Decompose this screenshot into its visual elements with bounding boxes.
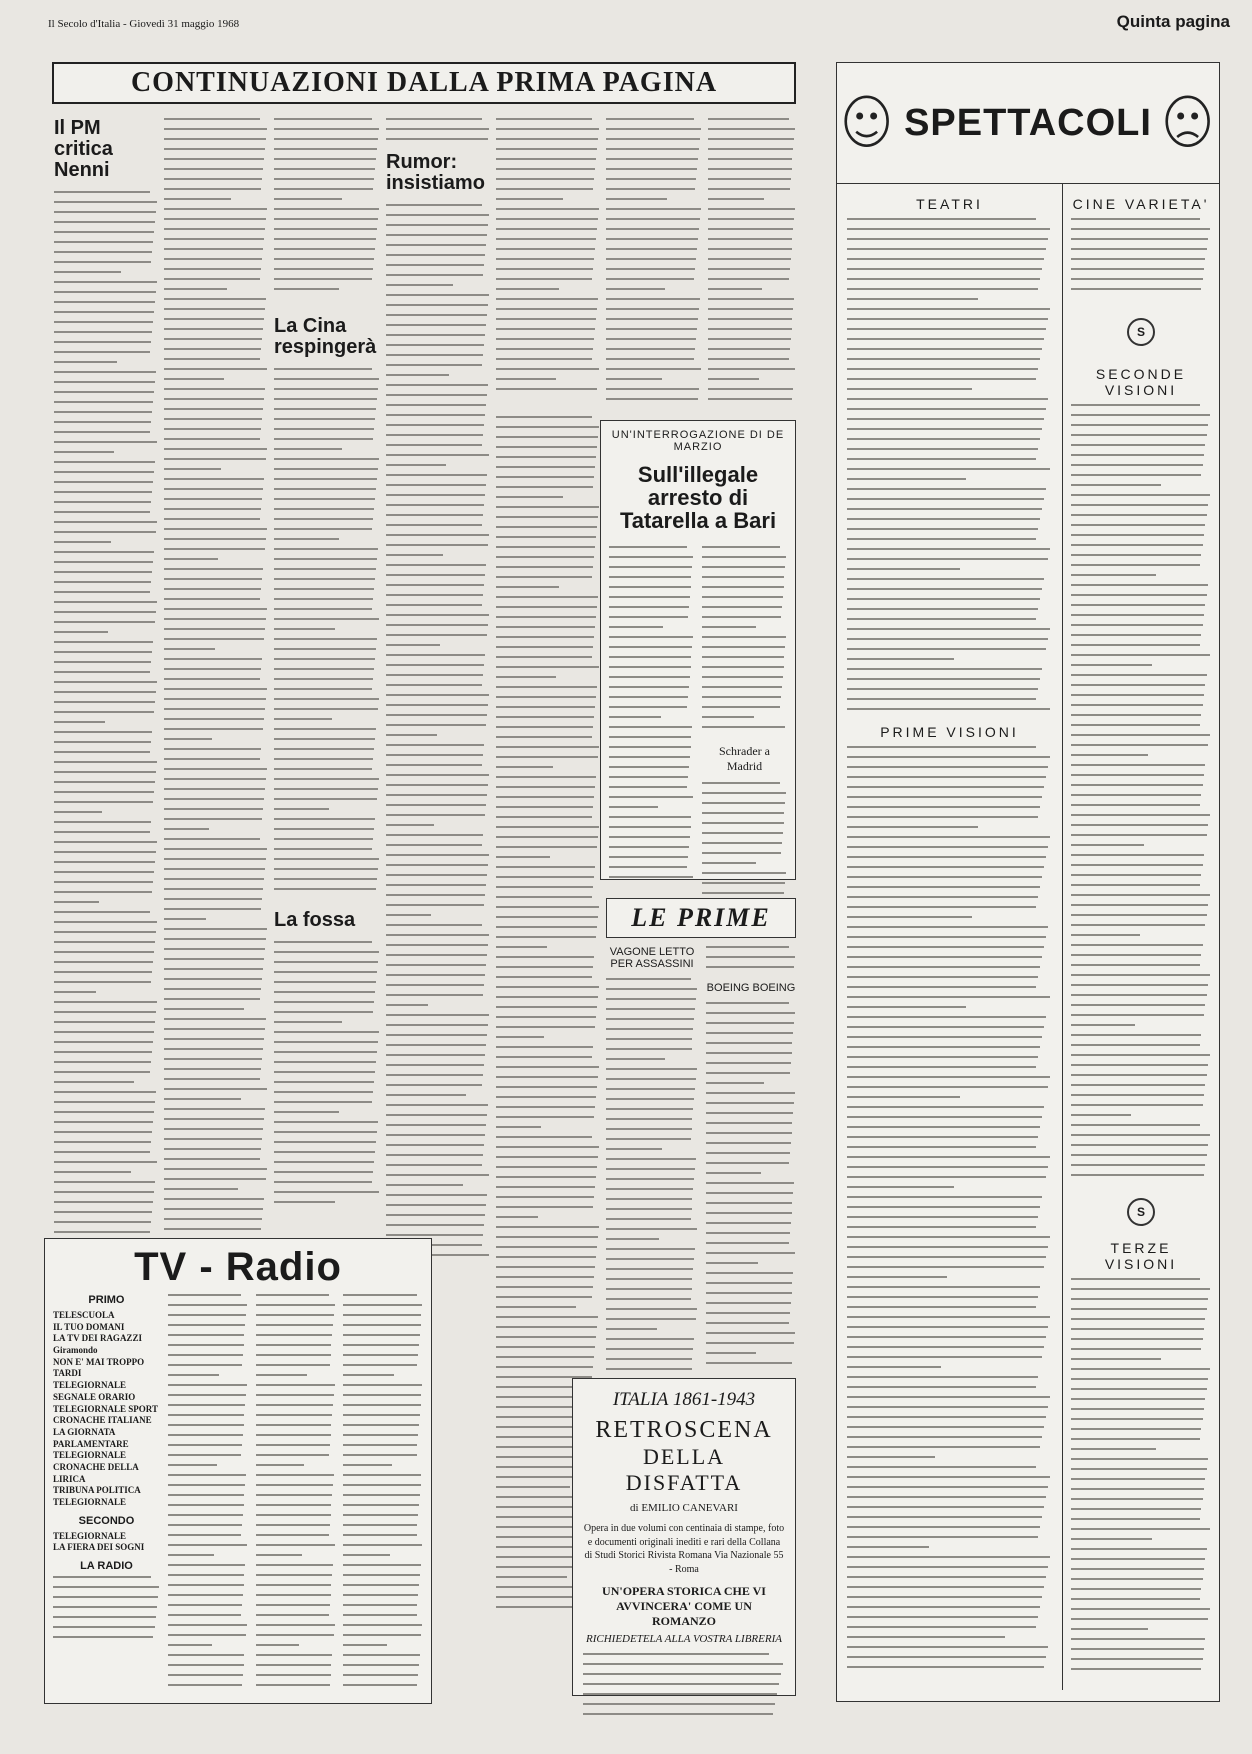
radio-body	[53, 1576, 160, 1646]
tv-program: TELEGIORNALE	[53, 1380, 127, 1391]
terze-visioni-heading: TERZE VISIONI	[1104, 1240, 1178, 1272]
spettacoli-section	[836, 62, 1220, 1702]
tv-program: NON E' MAI TROPPO TARDI	[53, 1356, 145, 1379]
channel-primo: PRIMO	[88, 1294, 125, 1306]
article-body	[274, 368, 380, 898]
tv-program: TELEGIORNALE	[53, 1530, 127, 1541]
article-body	[609, 546, 694, 886]
page-label: Quinta pagina	[1116, 12, 1230, 31]
tv-program-list	[53, 1310, 160, 1509]
ad-description: Opera in due volumi con centinaia di stampe, foto e documenti originali inediti e rari della Collana di Studi Storici Rivista Romana Via Nazionale 55 - Roma	[583, 1523, 785, 1575]
teatri-listings	[847, 218, 1052, 718]
circle-emblem-icon: S	[1127, 1198, 1155, 1226]
tv-program: SEGNALE ORARIO	[53, 1391, 136, 1402]
article-body	[702, 782, 787, 912]
tv-body	[168, 1294, 248, 1694]
tv-program: CRONACHE ITALIANE	[53, 1415, 152, 1426]
article-title-cina: La Cina respingerà	[274, 315, 377, 358]
cine-varieta-heading: CINE VARIETA'	[1072, 196, 1210, 212]
article-body	[54, 191, 158, 1261]
article-title: Il PM critica Nenni	[54, 117, 113, 181]
ad-line2: RETROSCENA	[595, 1417, 773, 1443]
article-kicker: UN'INTERROGAZIONE DI DE MARZIO	[611, 429, 785, 453]
book-advertisement	[572, 1378, 796, 1696]
article-title-fossa: La fossa	[274, 909, 356, 931]
article-body	[274, 118, 380, 304]
article-column-3	[274, 118, 380, 1211]
article-tatarella	[600, 420, 796, 880]
paper-date: Il Secolo d'Italia - Giovedì 31 maggio 1968	[48, 18, 240, 30]
article-body	[606, 118, 702, 408]
tv-program: TELESCUOLA	[53, 1310, 115, 1320]
tv-body	[256, 1294, 336, 1694]
tv-program: LA FIERA DEI SOGNI	[53, 1542, 145, 1553]
tv-program: LA TV DEI RAGAZZI	[53, 1333, 142, 1344]
ad-line1: ITALIA 1861-1943	[612, 1389, 756, 1410]
ad-cta: RICHIEDETELA ALLA VOSTRA LIBRERIA	[586, 1633, 782, 1645]
article-rumor	[386, 118, 490, 1264]
film-title: BOEING BOEING	[706, 982, 796, 994]
circle-emblem-icon: S	[1127, 318, 1155, 346]
section-banner: CONTINUAZIONI DALLA PRIMA PAGINA	[52, 62, 796, 104]
ad-line3: DELLA DISFATTA	[625, 1444, 743, 1495]
article-subtitle: Schrader a Madrid	[719, 744, 770, 774]
tv-program: TELEGIORNALE SPORT	[53, 1403, 158, 1414]
article-body	[274, 941, 380, 1211]
seconde-visioni-listings	[1071, 404, 1211, 1184]
review-body	[706, 946, 796, 976]
prime-visioni-heading: PRIME VISIONI	[880, 724, 1019, 740]
article-title: Sull'illegale arresto di Tatarella a Bari	[619, 462, 777, 534]
seconde-visioni-heading: SECONDE VISIONI	[1095, 366, 1187, 398]
tv-program: TELEGIORNALE	[53, 1450, 127, 1461]
tv-program: Giramondo	[53, 1345, 98, 1356]
tv-program: LA GIORNATA PARLAMENTARE	[53, 1426, 129, 1449]
tv-program: TRIBUNA POLITICA	[53, 1485, 141, 1496]
channel-secondo: SECONDO	[78, 1514, 135, 1527]
article-body	[164, 118, 268, 1238]
spettacoli-title: SPETTACOLI	[904, 101, 1152, 144]
article-column-6	[606, 118, 702, 408]
le-prime-section	[606, 898, 796, 1398]
film-title: VAGONE LETTO PER ASSASSINI	[609, 946, 695, 970]
ad-slogan: UN'OPERA STORICA CHE VI AVVINCERA' COME UN ROMANZO	[602, 1584, 766, 1628]
tv-program: CRONACHE DELLA LIRICA	[53, 1461, 139, 1484]
tv-program: IL TUO DOMANI	[53, 1321, 125, 1332]
article-pm-critica	[54, 118, 158, 1261]
review-body	[706, 1002, 796, 1372]
review-body	[606, 978, 698, 1398]
radio-heading: LA RADIO	[80, 1560, 133, 1573]
teatri-heading: TEATRI	[916, 196, 983, 212]
article-body	[702, 546, 787, 736]
tv-radio-title: TV - Radio	[134, 1245, 342, 1289]
theater-masks-icon	[1158, 83, 1219, 163]
ad-author: di EMILIO CANEVARI	[630, 1502, 738, 1514]
theater-masks-icon	[837, 83, 898, 163]
article-column-2	[164, 118, 268, 1238]
article-body	[386, 118, 490, 148]
terze-visioni-listings	[1071, 1278, 1211, 1678]
tv-program-list-secondo	[53, 1531, 160, 1554]
article-column-7	[708, 118, 796, 408]
cine-varieta-listings	[1071, 218, 1211, 298]
article-body	[708, 118, 796, 408]
tv-program: TELEGIORNALE	[53, 1497, 127, 1507]
le-prime-title: LE PRIME	[606, 898, 796, 938]
tv-radio-section	[44, 1238, 432, 1704]
prime-visioni-listings	[847, 746, 1052, 1676]
article-body	[386, 204, 490, 1264]
article-title: Rumor: insistiamo	[386, 151, 485, 194]
ad-fineprint	[583, 1653, 785, 1723]
article-body	[496, 118, 600, 398]
tv-body	[343, 1294, 423, 1694]
